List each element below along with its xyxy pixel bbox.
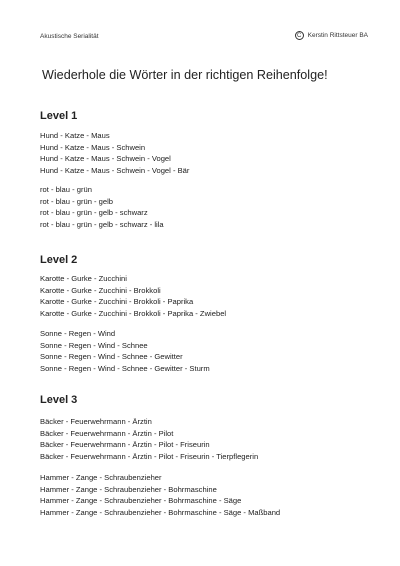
level-1-heading: Level 1 — [40, 110, 78, 122]
level-1-group-colors — [40, 184, 164, 230]
word-sequence: rot - blau - grün - gelb - schwarz - lila — [40, 219, 164, 229]
word-sequence: Hammer - Zange - Schraubenzieher - Bohrmaschine - Säge — [40, 496, 242, 505]
word-sequence: Karotte - Gurke - Zucchini - Brokkoli — [40, 285, 161, 295]
page-header — [40, 31, 368, 43]
level-2-heading: Level 2 — [40, 254, 78, 266]
word-sequence: Bäcker - Feuerwehrmann - Ärztin — [40, 417, 152, 426]
word-sequence: Sonne - Regen - Wind - Schnee — [40, 340, 148, 350]
level-3-heading: Level 3 — [40, 394, 78, 406]
word-sequence: Hund - Katze - Maus - Schwein — [40, 142, 146, 152]
word-sequence: Hammer - Zange - Schraubenzieher - Bohrmaschine - Säge - Maßband — [40, 507, 281, 517]
word-sequence: Hammer - Zange - Schraubenzieher — [40, 473, 162, 482]
word-sequence: rot - blau - grün - gelb — [40, 196, 114, 206]
word-sequence: Sonne - Regen - Wind - Schnee - Gewitter - Sturm — [40, 363, 210, 373]
level-3-group-tools — [40, 472, 280, 518]
level-2-group-vegetables — [40, 273, 226, 319]
worksheet-title: Wiederhole die Wörter in der richtigen Reihenfolge! — [42, 68, 328, 82]
word-sequence: Hammer - Zange - Schraubenzieher - Bohrmaschine — [40, 484, 217, 494]
copyright-icon: C — [295, 31, 304, 40]
level-1-group-animals — [40, 130, 189, 176]
header-subject: Akustische Serialität — [40, 33, 99, 40]
word-sequence: rot - blau - grün - gelb - schwarz — [40, 208, 148, 217]
word-sequence: Karotte - Gurke - Zucchini - Brokkoli - Paprika — [40, 297, 194, 306]
word-sequence: Sonne - Regen - Wind — [40, 329, 116, 338]
word-sequence: Hund - Katze - Maus — [40, 131, 110, 140]
word-sequence: Bäcker - Feuerwehrmann - Ärztin - Pilot - Friseurin - Tierpflegerin — [40, 451, 259, 461]
word-sequence: Hund - Katze - Maus - Schwein - Vogel - Bär — [40, 165, 190, 175]
word-sequence: Karotte - Gurke - Zucchini — [40, 274, 127, 283]
author-name: Kerstin Rittsteuer BA — [307, 32, 368, 39]
level-3-group-professions — [40, 416, 258, 462]
word-sequence: Bäcker - Feuerwehrmann - Ärztin - Pilot - Friseurin — [40, 440, 210, 449]
header-author — [295, 31, 368, 40]
word-sequence: Hund - Katze - Maus - Schwein - Vogel — [40, 154, 171, 163]
word-sequence: Sonne - Regen - Wind - Schnee - Gewitter — [40, 352, 183, 361]
word-sequence: rot - blau - grün — [40, 185, 92, 194]
word-sequence: Karotte - Gurke - Zucchini - Brokkoli - Paprika - Zwiebel — [40, 308, 227, 318]
word-sequence: Bäcker - Feuerwehrmann - Ärztin - Pilot — [40, 428, 174, 438]
level-2-group-weather — [40, 328, 210, 374]
